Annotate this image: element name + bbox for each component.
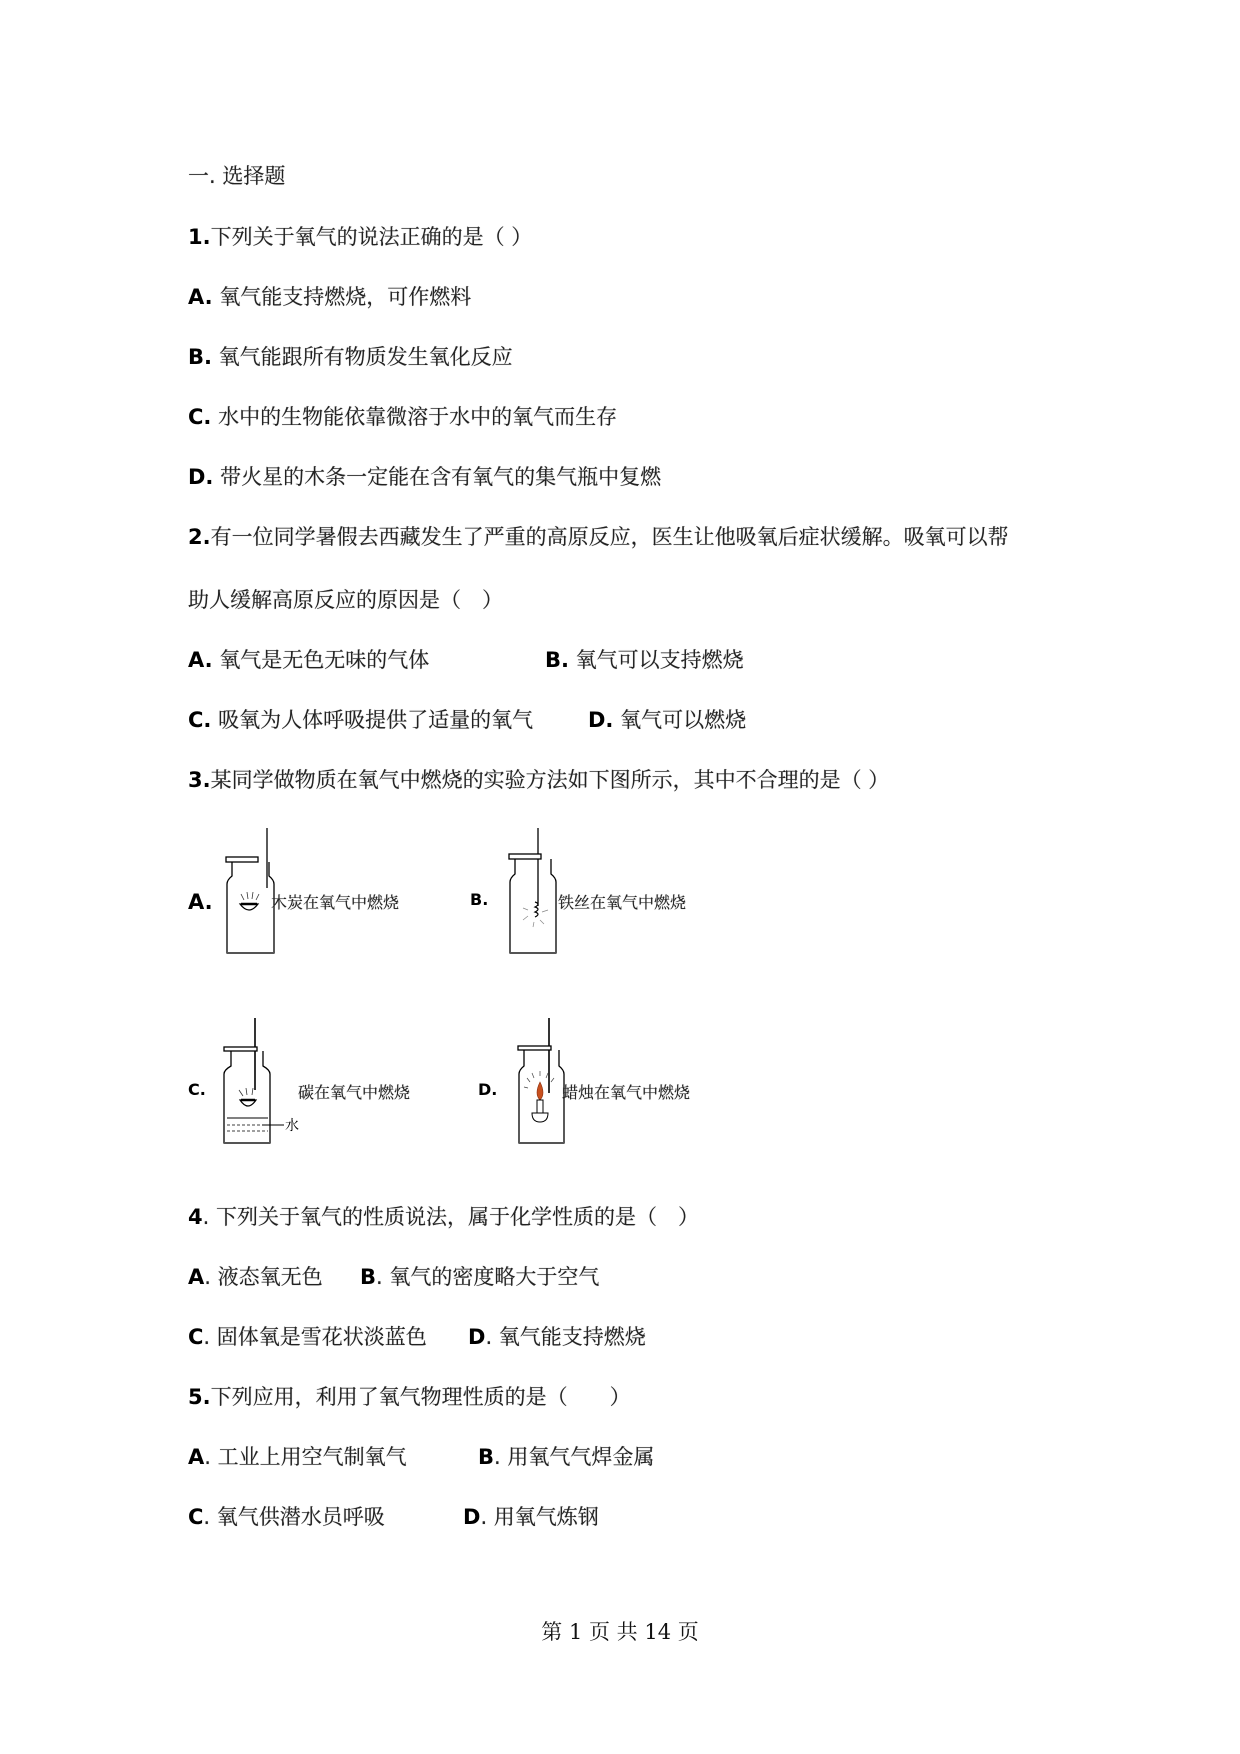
option-label: B. xyxy=(188,345,212,369)
option-text: . 固体氧是雪花状淡蓝色 xyxy=(203,1325,427,1349)
figure-caption: 蜡烛在氧气中燃烧 xyxy=(562,1083,691,1102)
option-label: A xyxy=(188,1265,205,1289)
question-4 xyxy=(188,1203,699,1231)
option-text: 氧气可以支持燃烧 xyxy=(575,648,744,672)
q5-option-d xyxy=(463,1503,599,1531)
option-label: A. xyxy=(188,890,213,914)
q1-option-c xyxy=(188,403,617,431)
figure-caption: 木炭在氧气中燃烧 xyxy=(271,893,400,912)
question-number: 3. xyxy=(188,768,211,792)
option-label: A xyxy=(188,1445,205,1469)
question-stem-continued: 助人缓解高原反应的原因是（ ） xyxy=(188,588,503,612)
question-number: 4 xyxy=(188,1205,203,1229)
question-stem: 下列应用，利用了氧气物理性质的是（ ） xyxy=(210,1385,631,1409)
option-text: . 用氧气炼钢 xyxy=(480,1505,599,1529)
option-text: . 液态氧无色 xyxy=(204,1265,323,1289)
option-label: B. xyxy=(545,648,569,672)
question-stem: 某同学做物质在氧气中燃烧的实验方法如下图所示，其中不合理的是（ ） xyxy=(210,768,890,792)
q4-option-a xyxy=(188,1263,323,1291)
water-label: 水 xyxy=(285,1118,299,1134)
option-text: . 氧气能支持燃烧 xyxy=(485,1325,646,1349)
option-text: 氧气能跟所有物质发生氧化反应 xyxy=(218,345,513,369)
option-label: C xyxy=(188,1325,204,1349)
option-label: D xyxy=(463,1505,481,1529)
question-number: 5. xyxy=(188,1385,211,1409)
option-text: . 用氧气气焊金属 xyxy=(494,1445,655,1469)
figure-caption: 碳在氧气中燃烧 xyxy=(298,1083,411,1102)
question-5 xyxy=(188,1383,631,1411)
page-footer: 第 1 页 共 14 页 xyxy=(541,1620,699,1644)
q5-option-a xyxy=(188,1443,407,1471)
q2-option-c xyxy=(188,706,533,734)
option-label: A. xyxy=(188,285,213,309)
q4-option-c xyxy=(188,1323,427,1351)
question-number: 1. xyxy=(188,225,211,249)
option-text: 带火星的木条一定能在含有氧气的集气瓶中复燃 xyxy=(220,465,662,489)
question-3 xyxy=(188,766,889,794)
q4-option-d xyxy=(468,1323,646,1351)
option-label: B xyxy=(360,1265,377,1289)
option-label: C. xyxy=(188,708,212,732)
q4-option-b xyxy=(360,1263,599,1291)
question-stem: 有一位同学暑假去西藏发生了严重的高原反应，医生让他吸氧后症状缓解。吸氧可以帮 xyxy=(210,525,1009,549)
option-label: B. xyxy=(470,890,489,909)
question-2-continued xyxy=(188,586,503,614)
option-label: D. xyxy=(588,708,614,732)
section-title: 一. 选择题 xyxy=(188,164,286,188)
option-text: . 工业上用空气制氧气 xyxy=(204,1445,407,1469)
option-text: 氧气能支持燃烧，可作燃料 xyxy=(219,285,472,309)
option-text: 氧气可以燃烧 xyxy=(620,708,747,732)
option-text: 氧气是无色无味的气体 xyxy=(219,648,430,672)
option-label: B xyxy=(478,1445,495,1469)
option-text: . 氧气的密度略大于空气 xyxy=(376,1265,600,1289)
q1-option-a xyxy=(188,283,471,311)
q5-option-b xyxy=(478,1443,654,1471)
question-number: 2. xyxy=(188,525,211,549)
q5-option-c xyxy=(188,1503,385,1531)
q2-option-d xyxy=(588,706,746,734)
q3-figure-row-1 xyxy=(188,828,888,968)
option-label: D. xyxy=(188,465,214,489)
q2-option-a xyxy=(188,646,429,674)
q1-option-b xyxy=(188,343,513,371)
jar-iron-wire-icon xyxy=(506,828,566,958)
q1-option-d xyxy=(188,463,661,491)
question-stem: 下列关于氧气的说法正确的是（ ） xyxy=(210,225,533,249)
option-label: C. xyxy=(188,1080,206,1099)
option-text: . 氧气供潜水员呼吸 xyxy=(203,1505,385,1529)
option-label: A. xyxy=(188,648,213,672)
option-label: C. xyxy=(188,405,212,429)
question-2 xyxy=(188,523,1009,551)
question-stem: . 下列关于氧气的性质说法，属于化学性质的是（ ） xyxy=(202,1205,699,1229)
figure-caption: 铁丝在氧气中燃烧 xyxy=(558,893,687,912)
option-label: D xyxy=(468,1325,486,1349)
q2-option-b xyxy=(545,646,744,674)
option-text: 水中的生物能依靠微溶于水中的氧气而生存 xyxy=(218,405,618,429)
option-label: D. xyxy=(478,1080,498,1099)
option-label: C xyxy=(188,1505,204,1529)
question-1 xyxy=(188,223,532,251)
q3-figure-row-2 xyxy=(188,1018,888,1158)
option-text: 吸氧为人体呼吸提供了适量的氧气 xyxy=(218,708,534,732)
